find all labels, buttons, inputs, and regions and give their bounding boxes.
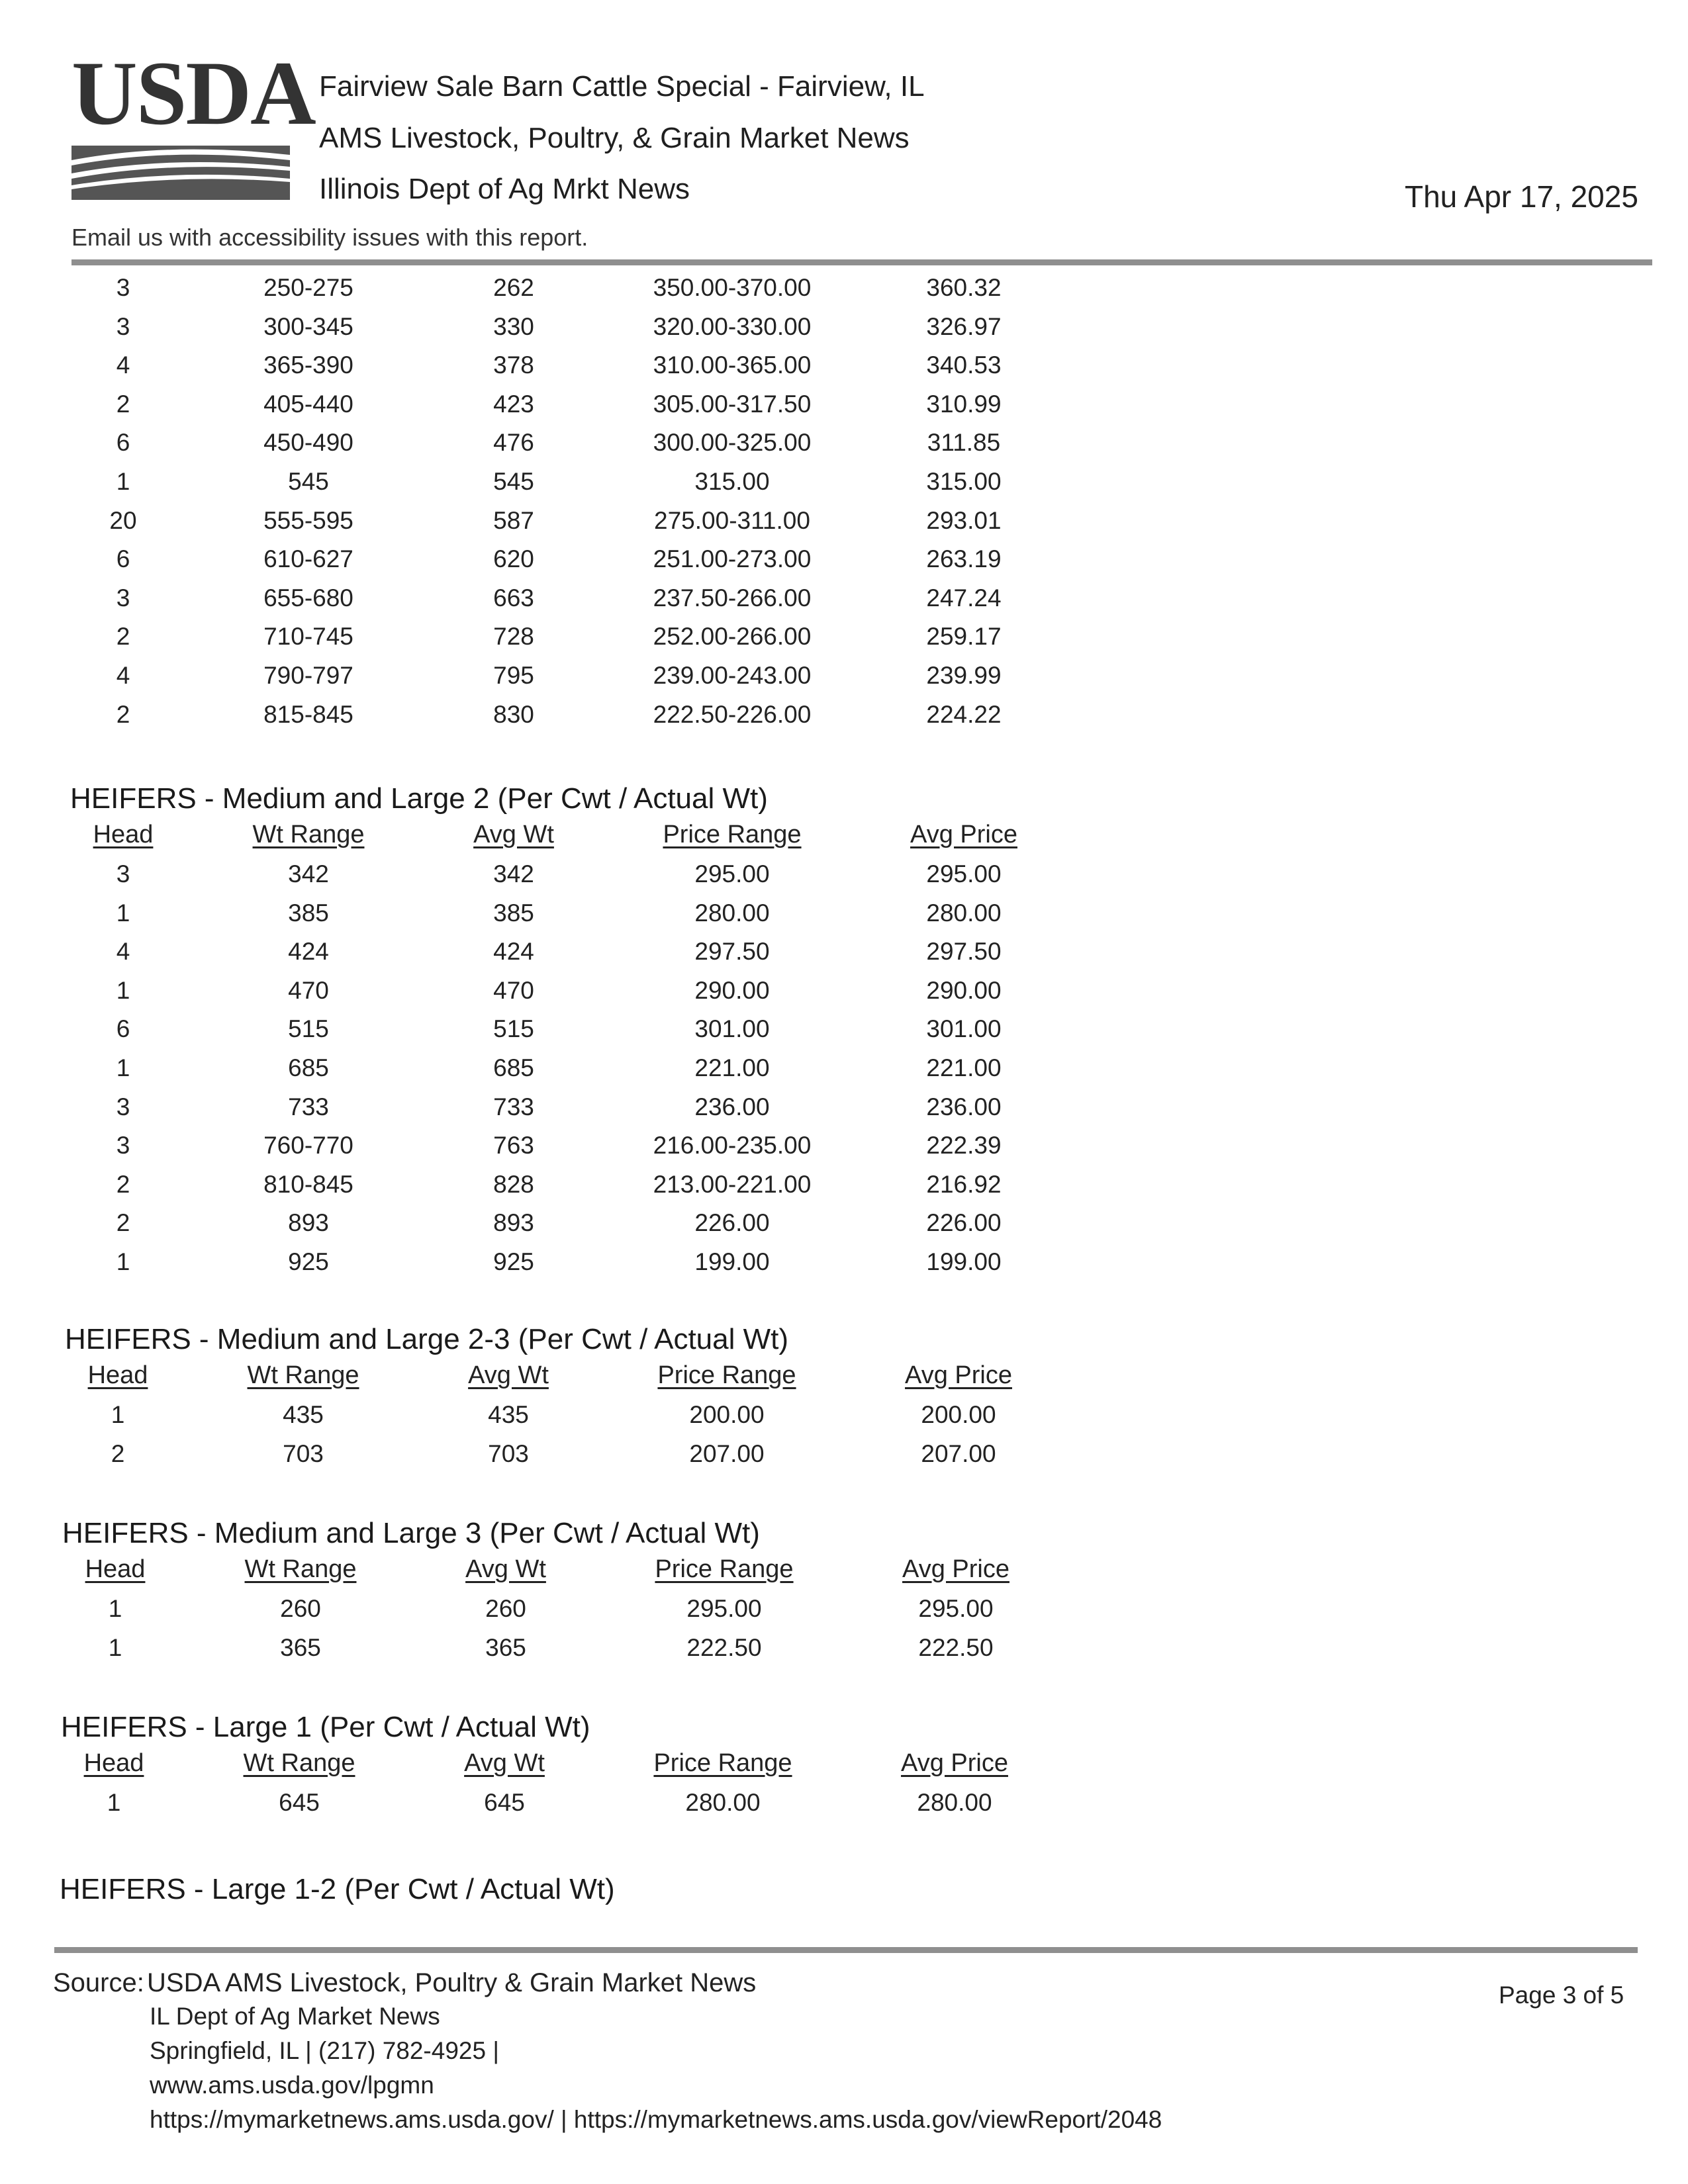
cell-avg-wt: 435: [488, 1401, 529, 1428]
column-header-avg-wt: Avg Wt: [465, 1555, 546, 1583]
cell-head: 1: [116, 468, 130, 495]
usda-logo-waves-icon: [71, 146, 290, 200]
cell-head: 3: [116, 274, 130, 301]
column-header-wt-range: Wt Range: [244, 1555, 357, 1583]
cell-avg-price: 297.50: [926, 938, 1002, 966]
cell-price-range: 320.00-330.00: [653, 312, 812, 340]
cell-avg-wt: 545: [493, 468, 534, 495]
cell-price-range: 216.00-235.00: [653, 1132, 812, 1160]
cell-price-range: 239.00-243.00: [653, 662, 812, 689]
cell-wt-range: 893: [288, 1209, 329, 1237]
cell-price-range: 236.00: [694, 1093, 770, 1120]
cell-avg-wt: 587: [493, 506, 534, 534]
cell-avg-price: 280.00: [917, 1789, 992, 1816]
cell-wt-range: 405-440: [263, 390, 353, 418]
section-title: HEIFERS - Medium and Large 2 (Per Cwt / Actual Wt): [70, 782, 768, 815]
column-header-avg-price: Avg Price: [905, 1361, 1012, 1389]
cell-avg-wt: 828: [493, 1170, 534, 1198]
cell-head: 4: [116, 938, 130, 966]
cell-avg-wt: 893: [493, 1209, 534, 1237]
cell-avg-price: 199.00: [926, 1248, 1002, 1275]
cell-avg-wt: 342: [493, 860, 534, 887]
cell-avg-wt: 365: [485, 1633, 526, 1661]
column-header-avg-wt: Avg Wt: [468, 1361, 549, 1389]
accessibility-email-note[interactable]: Email us with accessibility issues with this report.: [71, 224, 588, 251]
cell-wt-range: 300-345: [263, 312, 353, 340]
cell-wt-range: 760-770: [263, 1132, 353, 1160]
cell-wt-range: 810-845: [263, 1170, 353, 1198]
cell-head: 1: [116, 976, 130, 1004]
cell-avg-wt: 703: [488, 1439, 529, 1467]
cell-wt-range: 925: [288, 1248, 329, 1275]
column-header-avg-price: Avg Price: [901, 1749, 1008, 1777]
cell-avg-wt: 685: [493, 1054, 534, 1081]
cell-price-range: 222.50: [686, 1633, 762, 1661]
cell-price-range: 207.00: [689, 1439, 765, 1467]
cell-avg-wt: 378: [493, 351, 534, 379]
cell-avg-price: 290.00: [926, 976, 1002, 1004]
cell-avg-price: 301.00: [926, 1015, 1002, 1043]
column-header-head: Head: [85, 1555, 146, 1583]
cell-price-range: 310.00-365.00: [653, 351, 812, 379]
section-title: HEIFERS - Large 1 (Per Cwt / Actual Wt): [61, 1711, 590, 1743]
cell-head: 1: [116, 1054, 130, 1081]
cell-price-range: 237.50-266.00: [653, 584, 812, 612]
cell-wt-range: 424: [288, 938, 329, 966]
cell-price-range: 226.00: [694, 1209, 770, 1237]
cell-price-range: 280.00: [694, 899, 770, 927]
cell-avg-price: 216.92: [926, 1170, 1002, 1198]
cell-wt-range: 515: [288, 1015, 329, 1043]
cell-head: 3: [116, 1132, 130, 1160]
cell-avg-wt: 476: [493, 429, 534, 457]
cell-avg-price: 247.24: [926, 584, 1002, 612]
cell-wt-range: 815-845: [263, 700, 353, 728]
cell-head: 1: [111, 1401, 125, 1428]
footer-divider: [54, 1947, 1638, 1953]
cell-wt-range: 703: [283, 1439, 324, 1467]
footer-mymarketnews-links[interactable]: https://mymarketnews.ams.usda.gov/ | https://mymarketnews.ams.usda.gov/viewReport/2048: [150, 2106, 1162, 2133]
cell-price-range: 295.00: [686, 1595, 762, 1622]
cell-avg-price: 293.01: [926, 506, 1002, 534]
page-number: Page 3 of 5: [1499, 1981, 1624, 2009]
cell-head: 1: [116, 1248, 130, 1275]
section-title: HEIFERS - Medium and Large 3 (Per Cwt / Actual Wt): [62, 1517, 760, 1549]
section-title: HEIFERS - Medium and Large 2-3 (Per Cwt / Actual Wt): [65, 1323, 789, 1355]
column-header-price-range: Price Range: [663, 821, 802, 848]
cell-wt-range: 710-745: [263, 623, 353, 651]
section-title: HEIFERS - Large 1-2 (Per Cwt / Actual Wt): [60, 1873, 615, 1905]
cell-price-range: 295.00: [694, 860, 770, 887]
footer-source-label: Source:: [53, 1968, 144, 1997]
column-header-wt-range: Wt Range: [252, 821, 365, 848]
cell-head: 4: [116, 351, 130, 379]
cell-avg-price: 280.00: [926, 899, 1002, 927]
cell-avg-price: 295.00: [926, 860, 1002, 887]
cell-wt-range: 435: [283, 1401, 324, 1428]
cell-avg-wt: 728: [493, 623, 534, 651]
cell-price-range: 200.00: [689, 1401, 765, 1428]
cell-wt-range: 365: [280, 1633, 321, 1661]
cell-head: 1: [108, 1633, 122, 1661]
cell-avg-price: 222.39: [926, 1132, 1002, 1160]
cell-avg-wt: 330: [493, 312, 534, 340]
column-header-wt-range: Wt Range: [247, 1361, 359, 1389]
footer-dept: IL Dept of Ag Market News: [150, 2003, 440, 2030]
cell-wt-range: 790-797: [263, 662, 353, 689]
cell-price-range: 280.00: [685, 1789, 761, 1816]
footer-source: USDA AMS Livestock, Poultry & Grain Market News: [147, 1968, 757, 1997]
footer-phone: Springfield, IL | (217) 782-4925 |: [150, 2037, 499, 2064]
cell-avg-wt: 620: [493, 545, 534, 573]
cell-avg-price: 326.97: [926, 312, 1002, 340]
cell-head: 4: [116, 662, 130, 689]
cell-wt-range: 645: [279, 1789, 320, 1816]
cell-price-range: 315.00: [694, 468, 770, 495]
column-header-head: Head: [87, 1361, 148, 1389]
cell-price-range: 290.00: [694, 976, 770, 1004]
cell-price-range: 350.00-370.00: [653, 274, 812, 301]
cell-head: 3: [116, 1093, 130, 1120]
cell-avg-wt: 424: [493, 938, 534, 966]
cell-head: 3: [116, 860, 130, 887]
cell-head: 1: [116, 899, 130, 927]
report-date: Thu Apr 17, 2025: [1405, 179, 1638, 214]
column-header-avg-wt: Avg Wt: [473, 821, 554, 848]
header-divider: [71, 259, 1652, 265]
cell-avg-wt: 663: [493, 584, 534, 612]
footer-website-link[interactable]: www.ams.usda.gov/lpgmn: [150, 2071, 434, 2099]
cell-head: 1: [107, 1789, 121, 1816]
cell-avg-price: 315.00: [926, 468, 1002, 495]
cell-wt-range: 260: [280, 1595, 321, 1622]
column-header-avg-price: Avg Price: [902, 1555, 1009, 1583]
cell-avg-wt: 763: [493, 1132, 534, 1160]
cell-head: 2: [116, 1209, 130, 1237]
report-agency: AMS Livestock, Poultry, & Grain Market News: [319, 122, 910, 154]
cell-wt-range: 450-490: [263, 429, 353, 457]
cell-avg-wt: 423: [493, 390, 534, 418]
cell-head: 20: [109, 506, 137, 534]
cell-head: 6: [116, 429, 130, 457]
column-header-avg-price: Avg Price: [910, 821, 1017, 848]
column-header-head: Head: [83, 1749, 144, 1777]
cell-avg-price: 207.00: [921, 1439, 996, 1467]
column-header-head: Head: [93, 821, 154, 848]
column-header-price-range: Price Range: [657, 1361, 796, 1389]
cell-head: 2: [116, 623, 130, 651]
cell-avg-price: 295.00: [918, 1595, 994, 1622]
cell-head: 2: [116, 390, 130, 418]
cell-head: 2: [111, 1439, 125, 1467]
cell-avg-wt: 925: [493, 1248, 534, 1275]
cell-avg-wt: 795: [493, 662, 534, 689]
cell-wt-range: 470: [288, 976, 329, 1004]
cell-wt-range: 342: [288, 860, 329, 887]
cell-avg-price: 311.85: [927, 429, 1001, 457]
report-title: Fairview Sale Barn Cattle Special - Fairview, IL: [319, 70, 925, 103]
column-header-avg-wt: Avg Wt: [464, 1749, 545, 1777]
column-header-wt-range: Wt Range: [243, 1749, 355, 1777]
cell-avg-wt: 385: [493, 899, 534, 927]
cell-price-range: 213.00-221.00: [653, 1170, 812, 1198]
cell-avg-wt: 645: [484, 1789, 525, 1816]
cell-price-range: 251.00-273.00: [653, 545, 812, 573]
report-office: Illinois Dept of Ag Mrkt News: [319, 173, 690, 205]
cell-avg-price: 200.00: [921, 1401, 996, 1428]
cell-wt-range: 365-390: [263, 351, 353, 379]
cell-avg-price: 239.99: [926, 662, 1002, 689]
cell-head: 6: [116, 1015, 130, 1043]
cell-avg-price: 222.50: [918, 1633, 994, 1661]
cell-wt-range: 555-595: [263, 506, 353, 534]
cell-avg-price: 360.32: [926, 274, 1002, 301]
cell-head: 1: [108, 1595, 122, 1622]
cell-avg-price: 226.00: [926, 1209, 1002, 1237]
column-header-price-range: Price Range: [655, 1555, 794, 1583]
cell-price-range: 301.00: [694, 1015, 770, 1043]
cell-wt-range: 545: [288, 468, 329, 495]
cell-avg-price: 263.19: [926, 545, 1002, 573]
cell-price-range: 275.00-311.00: [654, 506, 810, 534]
cell-head: 2: [116, 1170, 130, 1198]
usda-logo-text: USDA: [71, 42, 315, 144]
cell-avg-price: 310.99: [926, 390, 1002, 418]
cell-avg-price: 259.17: [926, 623, 1002, 651]
cell-avg-wt: 260: [485, 1595, 526, 1622]
cell-avg-price: 236.00: [926, 1093, 1002, 1120]
cell-avg-wt: 262: [493, 274, 534, 301]
cell-price-range: 297.50: [694, 938, 770, 966]
cell-wt-range: 610-627: [263, 545, 353, 573]
cell-price-range: 305.00-317.50: [653, 390, 812, 418]
cell-avg-price: 340.53: [926, 351, 1002, 379]
usda-logo: [71, 42, 315, 200]
cell-avg-wt: 830: [493, 700, 534, 728]
cell-head: 3: [116, 584, 130, 612]
cell-price-range: 300.00-325.00: [653, 429, 812, 457]
cell-price-range: 222.50-226.00: [653, 700, 812, 728]
cell-avg-wt: 515: [493, 1015, 534, 1043]
cell-price-range: 252.00-266.00: [653, 623, 812, 651]
cell-wt-range: 655-680: [263, 584, 353, 612]
cell-wt-range: 685: [288, 1054, 329, 1081]
cell-wt-range: 250-275: [263, 274, 353, 301]
cell-wt-range: 385: [288, 899, 329, 927]
cell-head: 6: [116, 545, 130, 573]
cell-head: 2: [116, 700, 130, 728]
cell-avg-wt: 733: [493, 1093, 534, 1120]
cell-avg-wt: 470: [493, 976, 534, 1004]
cell-price-range: 221.00: [694, 1054, 770, 1081]
cell-avg-price: 224.22: [926, 700, 1002, 728]
cell-avg-price: 221.00: [926, 1054, 1002, 1081]
cell-head: 3: [116, 312, 130, 340]
cell-price-range: 199.00: [694, 1248, 770, 1275]
cell-wt-range: 733: [288, 1093, 329, 1120]
column-header-price-range: Price Range: [653, 1749, 792, 1777]
